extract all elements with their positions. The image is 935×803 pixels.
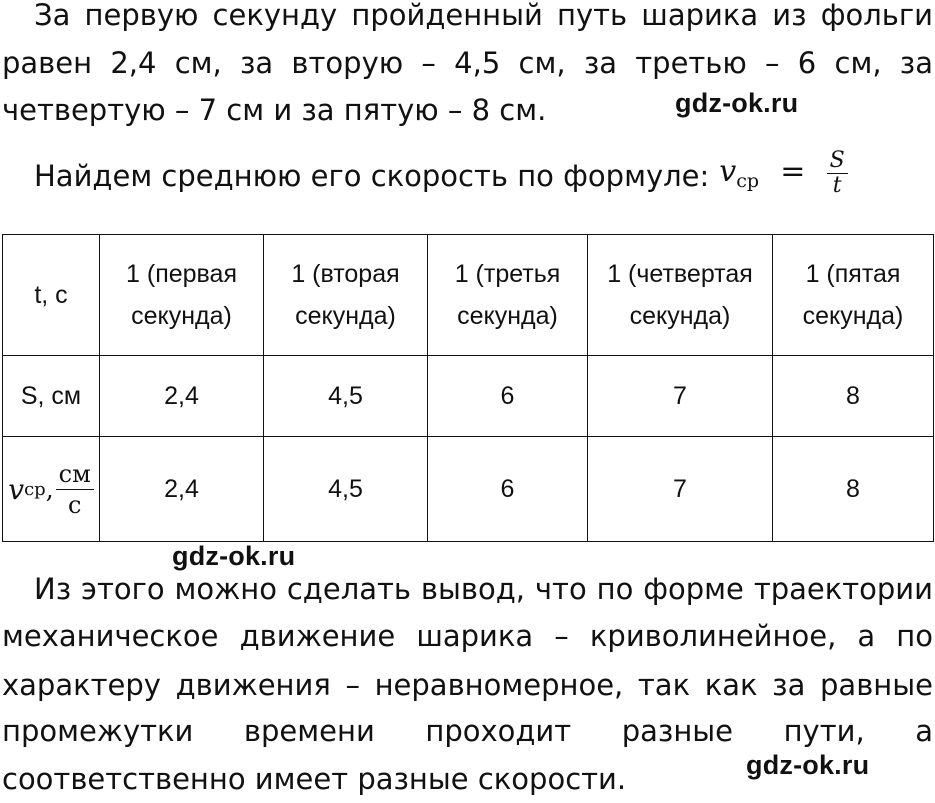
intro-line-2: равен 2,4 см, за вторую – 4,5 см, за третью – 6 см, за [2,46,933,80]
table-cell: 8 [773,437,934,542]
table-cell: 4,5 [264,437,428,542]
watermark: gdz-ok.ru [746,750,870,780]
data-table [2,234,934,542]
formula-text: Найдем среднюю его скорость по формуле: [34,159,710,193]
table-cell: 6 [428,356,588,437]
header-time-label: t, с [3,235,100,356]
row-s-label: S, см [3,356,100,437]
conclusion-line-3: характеру движения – неравномерное, так как за равные [2,668,933,702]
conclusion-line-5: соответственно имеет разные скорости. [2,762,627,796]
intro-line-1: За первую секунду пройденный путь шарика из фольги [34,0,933,32]
table-header-row [3,235,934,356]
intro-line-3: четвертую – 7 см и за пятую – 8 см. [2,93,547,127]
table-cell: 8 [773,356,934,437]
table-cell: 7 [588,356,773,437]
table-cell: 4,5 [264,356,428,437]
table-cell: 6 [428,437,588,542]
formula-numerator: S [829,147,845,173]
table-row [3,356,934,437]
conclusion-line-1: Из этого можно сделать вывод, что по форме траектории [34,572,933,606]
formula-denominator: t [832,172,842,198]
formula-fraction [827,149,848,198]
table-row [3,437,934,542]
header-col-3: 1 (третья секунда) [428,235,588,356]
header-col-5: 1 (пятая секунда) [773,235,934,356]
table-cell: 2,4 [100,437,264,542]
header-col-2: 1 (вторая секунда) [264,235,428,356]
header-col-4: 1 (четвертая секунда) [588,235,773,356]
row-v-label: v ср , $\frac{см}{с}$ [3,437,100,542]
watermark: gdz-ok.ru [675,88,799,118]
formula [719,148,847,205]
table-cell: 2,4 [100,356,264,437]
formula-sub: ср [736,170,760,192]
table-cell: 7 [588,437,773,542]
watermark: gdz-ok.ru [172,541,296,571]
header-col-1: 1 (первая секунда) [100,235,264,356]
formula-line [34,148,848,205]
conclusion-line-4: промежутки времени проходит разные пути, а [2,714,933,748]
formula-v: v [719,154,737,189]
formula-eq: = [780,154,806,189]
conclusion-line-2: механическое движение шарика – криволинейное, а по [2,619,933,653]
